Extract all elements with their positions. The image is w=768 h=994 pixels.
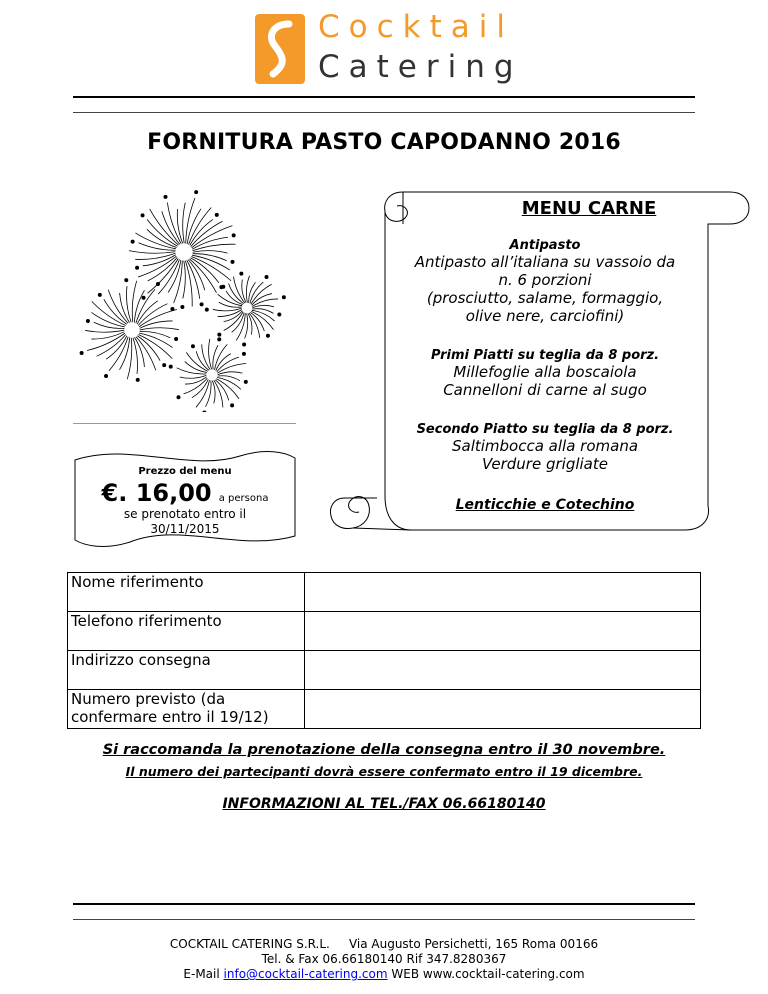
firework-spark	[216, 354, 231, 371]
section-title: Antipasto	[509, 238, 581, 253]
firework-star	[195, 191, 198, 194]
firework-star	[156, 282, 159, 285]
menu-section-primi	[385, 348, 705, 399]
firework-star	[125, 279, 128, 282]
firework-spark	[108, 290, 128, 324]
firework-spark	[127, 286, 132, 322]
menu-scroll	[325, 190, 750, 532]
firework-star	[243, 343, 246, 346]
firework-star	[232, 234, 235, 237]
menu-title: MENU CARNE	[521, 198, 657, 219]
section-title: Secondo Piatto su teglia da 8 porz.	[416, 422, 674, 437]
menu-item: (prosciutto, salame, formaggio,	[426, 289, 664, 307]
brand-line2: Catering	[318, 49, 523, 85]
footer-line3	[0, 967, 768, 982]
form-field-address[interactable]	[305, 651, 701, 690]
firework-spark	[186, 352, 207, 371]
section-title: Primi Piatti su teglia da 8 porz.	[430, 348, 660, 363]
firework-spark	[85, 330, 124, 332]
form-row	[68, 690, 701, 729]
firework-star	[135, 266, 138, 269]
form-field-count[interactable]	[305, 690, 701, 729]
firework-spark	[209, 339, 212, 369]
form-row	[68, 651, 701, 690]
firework-spark	[133, 338, 138, 374]
page-title: FORNITURA PASTO CAPODANNO 2016	[147, 130, 621, 155]
firework-star	[220, 286, 223, 289]
menu-item: Millefoglie alla boscaiola	[453, 363, 637, 381]
firework-spark	[226, 291, 243, 305]
firework-star	[200, 303, 203, 306]
firework-star	[175, 337, 178, 340]
firework-star	[177, 396, 180, 399]
notice-booking: Si raccomanda la prenotazione della consegna entro il 30 novembre.	[102, 742, 666, 758]
firework-spark	[91, 312, 124, 326]
firework-spark	[129, 251, 175, 254]
menu-item: Verdure grigliate	[482, 455, 608, 473]
price-label: Prezzo del menu	[138, 466, 232, 477]
firework-star	[163, 363, 166, 366]
brand-line1: Cocktail	[318, 9, 514, 45]
price-note-line1: se prenotato entro il	[123, 507, 247, 521]
menu-item: olive nere, carciofini)	[465, 307, 625, 325]
price-note	[70, 507, 300, 537]
fireworks-illustration	[72, 190, 296, 412]
footer-divider-thin	[73, 919, 695, 920]
firework-spark	[120, 293, 130, 323]
firework-star	[231, 404, 234, 407]
menu-section-antipasto	[385, 238, 705, 325]
notice-confirmation: Il numero dei partecipanti dovrà essere confermato entro il 19 dicembre.	[125, 764, 643, 779]
firework-spark	[140, 321, 173, 328]
footer-divider	[73, 903, 695, 905]
firework-star	[169, 365, 172, 368]
firework-spark	[192, 379, 208, 398]
firework-spark	[91, 332, 124, 339]
form-label-name: Nome riferimento	[68, 573, 305, 612]
price-row	[70, 479, 300, 507]
firework-spark	[213, 308, 242, 311]
firework-spark	[132, 281, 136, 322]
footer-web-prefix: WEB	[391, 967, 420, 981]
firework-star	[86, 319, 89, 322]
form-field-name[interactable]	[305, 573, 701, 612]
firework-star	[205, 308, 208, 311]
form-label-phone: Telefono riferimento	[68, 612, 305, 651]
firework-star	[203, 411, 206, 412]
firework-spark	[180, 375, 207, 378]
firework-spark	[196, 351, 209, 370]
header-divider	[73, 96, 695, 98]
email-link[interactable]: info@cocktail-catering.com	[223, 967, 388, 981]
firework-spark	[189, 259, 216, 293]
firework-star	[104, 374, 107, 377]
firework-spark	[193, 251, 228, 253]
firework-spark	[234, 277, 245, 303]
image-divider	[73, 423, 296, 424]
firework-star	[80, 351, 83, 354]
firework-spark	[183, 261, 186, 299]
firework-star	[240, 272, 243, 275]
firework-spark	[147, 219, 177, 246]
firework-star	[278, 313, 281, 316]
firework-star	[218, 333, 221, 336]
firework-spark	[177, 368, 207, 374]
footer-address: Via Augusto Persichetti, 165 Roma 00166	[348, 937, 599, 951]
firework-spark	[174, 261, 183, 304]
firework-spark	[127, 338, 131, 379]
footer-web: www.cocktail-catering.com	[422, 967, 585, 981]
menu-item: Cannelloni di carne al sugo	[443, 381, 647, 399]
firework-spark	[186, 198, 195, 243]
firework-star	[244, 380, 247, 383]
header-divider-thin	[73, 112, 695, 113]
firework-spark	[147, 229, 177, 247]
firework-spark	[217, 357, 239, 372]
order-form	[67, 572, 701, 729]
footer	[0, 937, 768, 982]
price-value: €. 16,00	[101, 479, 212, 507]
menu-item: Antipasto all’italiana su vassoio da	[414, 253, 676, 271]
firework-star	[164, 195, 167, 198]
price-note-line2: 30/11/2015	[150, 522, 220, 536]
form-label-count-line1: Numero previsto (da	[71, 690, 226, 708]
price-unit: a persona	[218, 493, 269, 504]
info-contact: INFORMAZIONI AL TEL./FAX 06.66180140	[222, 796, 546, 812]
firework-spark	[212, 381, 215, 404]
firework-spark	[136, 337, 156, 371]
form-label-count	[68, 690, 305, 729]
footer-company: COCKTAIL CATERING S.R.L.	[169, 937, 330, 951]
firework-star	[98, 293, 101, 296]
firework-star	[218, 338, 221, 341]
form-row	[68, 573, 701, 612]
menu-item: n. 6 porzioni	[498, 271, 592, 289]
firework-spark	[215, 380, 229, 401]
form-field-phone[interactable]	[305, 612, 701, 651]
menu-item: Saltimbocca alla romana	[451, 437, 639, 455]
firework-star	[131, 240, 134, 243]
firework-star	[142, 296, 145, 299]
firework-star	[265, 275, 268, 278]
firework-star	[141, 214, 144, 217]
form-label-address: Indirizzo consegna	[68, 651, 305, 690]
firework-star	[181, 305, 184, 308]
firework-star	[136, 378, 139, 381]
footer-email-prefix: E-Mail	[183, 967, 220, 981]
firework-spark	[249, 313, 260, 338]
form-label-count-line2: confermare entro il 19/12)	[71, 708, 269, 726]
form-row	[68, 612, 701, 651]
price-banner	[70, 446, 300, 551]
firework-spark	[185, 261, 192, 307]
firework-star	[242, 352, 245, 355]
brand-name	[318, 9, 523, 85]
menu-footer-item: Lenticchie e Cotechino	[455, 497, 635, 513]
firework-star	[266, 334, 269, 337]
firework-star	[191, 345, 194, 348]
firework-spark	[218, 372, 243, 375]
firework-star	[282, 296, 285, 299]
firework-spark	[140, 328, 179, 330]
firework-spark	[252, 305, 274, 307]
firework-spark	[183, 378, 207, 394]
firework-spark	[134, 337, 144, 367]
firework-spark	[139, 333, 172, 347]
footer-phones: Tel. & Fax 06.66180140 Rif 347.8280367	[261, 952, 507, 966]
firework-spark	[191, 221, 223, 246]
menu-section-secondo	[385, 422, 705, 473]
firework-star	[215, 213, 218, 216]
footer-line1	[0, 937, 768, 952]
brand-logo-icon	[255, 14, 305, 84]
firework-spark	[183, 203, 186, 244]
firework-star	[231, 260, 234, 263]
